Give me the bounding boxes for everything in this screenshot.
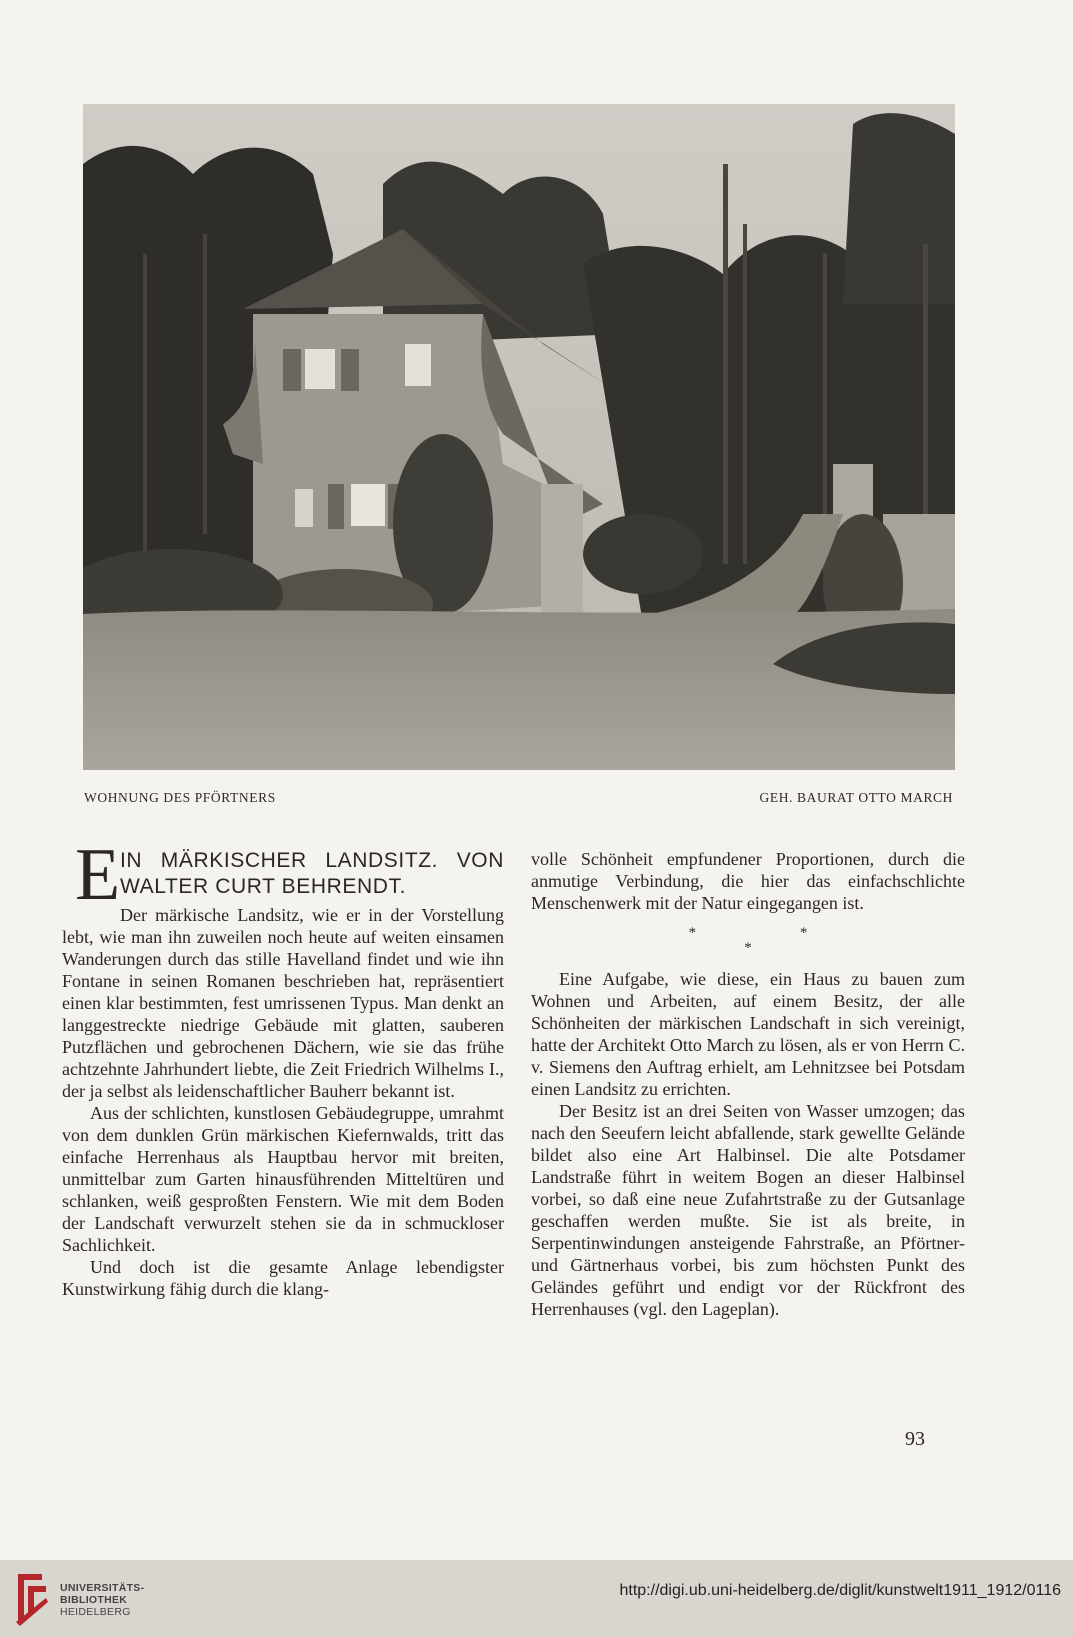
page-number: 93	[905, 1428, 925, 1450]
paragraph: Eine Aufgabe, wie diese, ein Haus zu bauen zum Wohnen und Arbeiten, auf einem Besitz, der alle Schönheiten der märkischen Landschaft in sich vereinigt, hatte der Architekt Otto March zu lösen, als er von Herrn C. v. Siemens den Auftrag erhielt, am Lehnitzsee bei Potsdam einen Landsitz zu errichten.	[531, 969, 965, 1099]
library-line-1: UNIVERSITÄTS-	[60, 1582, 145, 1594]
photograph-porters-lodge	[83, 104, 955, 770]
paragraph: Aus der schlichten, kunstlosen Gebäudegruppe, umrahmt von dem dunklen Grün märkischen Kiefernwalds, tritt das einfache Herrenhaus als Hauptbau hervor mit breiten, unmittelbar zum Garten hinausführenden Mitteltüren und schlanken, weiß gesproßten Fenstern. Wie mit dem Boden der Landschaft verwurzelt stehen sie da in schmuckloser Sachlichkeit.	[62, 1103, 504, 1255]
library-name	[60, 1582, 144, 1618]
article-column-right	[531, 848, 965, 1320]
paragraph: Der märkische Landsitz, wie er in der Vorstellung lebt, wie man ihn zuweilen noch heute auf weiten einsamen Wanderungen durch das stille Havelland findet und wie ihn Fontane in seinen Romanen beschrieben hat, repräsentiert einen klar bestimmten, fest umrissenen Typus. Man denkt an langgestreckte niedrige Gebäude mit glatten, sauberen Putzflächen und gebrochenen Dächern, wie sie das frühe achtzehnte Jahrhundert liebte, die Zeit Friedrich Wilhelms I., der ja selbst als leidenschaftlicher Bauherr bekannt ist.	[62, 905, 504, 1101]
heading-line-1: IN MÄRKISCHER LANDSITZ. VON	[120, 849, 504, 872]
drop-cap: E	[75, 834, 121, 916]
photo-illustration	[83, 104, 955, 770]
article-column-left	[62, 834, 504, 1300]
library-line-2: BIBLIOTHEK	[60, 1594, 128, 1606]
heading-line-2: WALTER CURT BEHRENDT.	[120, 875, 407, 898]
section-divider-asterisks: * *	[688, 925, 858, 941]
paragraph-continuation: volle Schönheit empfundener Proportionen, durch die anmutige Verbindung, die hier das einfachschlichte Menschenwerk mit der Natur eingegangen ist.	[531, 849, 965, 913]
section-divider-asterisk: *	[744, 940, 752, 956]
library-logo-icon	[12, 1570, 52, 1626]
photo-caption-right: GEH. BAURAT OTTO MARCH	[759, 790, 953, 805]
article-heading	[62, 834, 504, 916]
paragraph: Und doch ist die gesamte Anlage lebendigster Kunstwirkung fähig durch die klang-	[62, 1257, 504, 1299]
footer-bar	[0, 1560, 1073, 1637]
permalink-url[interactable]: http://digi.ub.uni-heidelberg.de/diglit/kunstwelt1911_1912/0116	[619, 1582, 1061, 1599]
photo-caption-left: WOHNUNG DES PFÖRTNERS	[84, 790, 276, 805]
paragraph: Der Besitz ist an drei Seiten von Wasser umzogen; das nach den Seeufern leicht abfallende, stark gewellte Gelände bildet also eine Art Halbinsel. Die alte Potsdamer Landstraße führt in weitem Bogen an dieser Halbinsel vorbei, so daß eine neue Zufahrtstraße zu der Gutsanlage geschaffen werden mußte. Sie ist als breite, in Serpentinwindungen ansteigende Fahrstraße, an Pförtner- und Gärtnerhaus vorbei, bis zum höchsten Punkt des Geländes geführt und endigt vor der Rückfront des Herrenhauses (vgl. den Lageplan).	[531, 1101, 965, 1319]
library-line-3: HEIDELBERG	[60, 1606, 131, 1618]
